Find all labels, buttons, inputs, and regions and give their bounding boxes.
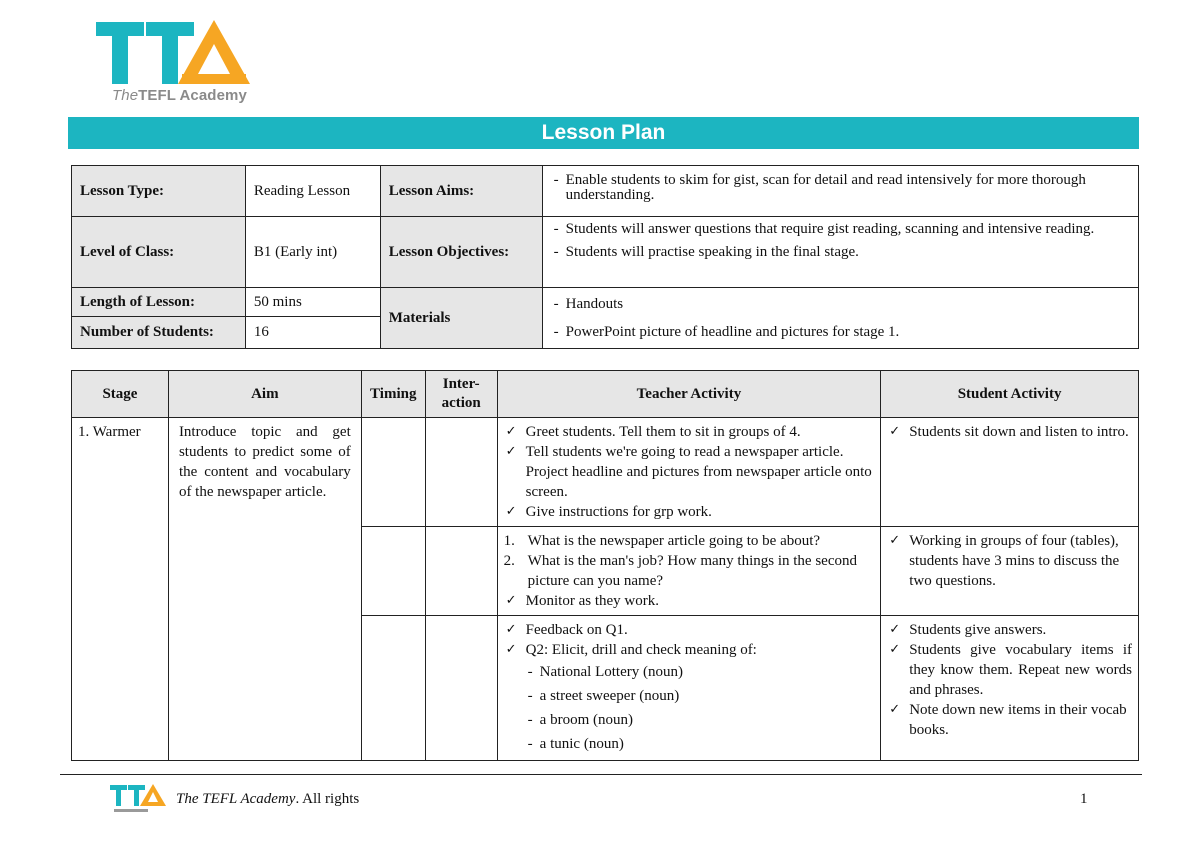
footer-logo [110,784,166,816]
student-step: ✓ Note down new items in their vocab books. [909,700,1132,740]
footer-divider [60,774,1142,775]
vocab-item: - National Lottery (noun) [540,660,875,684]
student-activity-cell [881,527,1139,616]
level-label: Level of Class: [72,217,246,288]
level-value: B1 (Early int) [245,217,380,288]
interaction-cell [425,418,497,527]
header-interaction: Inter- action [425,371,497,418]
footer-copyright: The TEFL Academy. All rights [176,791,360,807]
lesson-aims-list [542,166,1138,217]
students-value: 16 [245,317,380,349]
timing-cell [361,527,425,616]
objectives-list [542,217,1138,288]
objective-item: - Students will answer questions that require gist reading, scanning and intensive reading. [566,222,1131,237]
interaction-cell [425,527,497,616]
lesson-type-label: Lesson Type: [72,166,246,217]
stage-cell: 1. Warmer [72,418,169,761]
teacher-step: ✓ Tell students we're going to read a newspaper article. Project headline and pictures from newspaper article onto screen. [526,442,875,502]
interaction-cell [425,616,497,761]
materials-label: Materials [380,288,542,349]
vocab-item: - a tunic (noun) [540,732,875,756]
header-timing: Timing [361,371,425,418]
student-step: ✓ Working in groups of four (tables), students have 3 mins to discuss the two questions. [909,531,1132,591]
teacher-step: ✓ Give instructions for grp work. [526,502,875,522]
student-step: ✓ Students give answers. [909,620,1132,640]
teacher-step: ✓ Monitor as they work. [526,591,875,611]
teacher-step: ✓ Greet students. Tell them to sit in groups of 4. [526,422,875,442]
lesson-aims-label: Lesson Aims: [380,166,542,217]
teacher-activity-cell [497,418,881,527]
teacher-question: 2. What is the man's job? How many things in the second picture can you name? [503,553,857,589]
material-item: - PowerPoint picture of headline and pictures for stage 1. [566,325,1131,340]
materials-list [542,288,1138,349]
objective-item: - Students will practise speaking in the final stage. [566,245,1131,260]
lesson-info-table [71,165,1139,349]
student-step: ✓ Students sit down and listen to intro. [909,422,1132,442]
page-title: Lesson Plan [68,117,1139,149]
teacher-activity-cell [497,616,881,761]
vocab-item: - a street sweeper (noun) [540,684,875,708]
teacher-question: 1. What is the newspaper article going to be about? [503,533,821,549]
brand-subtitle: TheTEFL Academy [112,87,247,104]
material-item: - Handouts [566,297,1131,312]
timing-cell [361,616,425,761]
page-number: 1 [1080,791,1088,807]
teacher-activity-cell [497,527,881,616]
students-label: Number of Students: [72,317,246,349]
lesson-plan-table [71,370,1139,761]
lesson-type-value: Reading Lesson [245,166,380,217]
header-teacher-activity: Teacher Activity [497,371,881,418]
teacher-step: ✓ Feedback on Q1. [526,620,875,640]
timing-cell [361,418,425,527]
header-aim: Aim [168,371,361,418]
student-step: ✓ Students give vocabulary items if they know them. Repeat new words and phrases. [909,640,1132,700]
header-student-activity: Student Activity [881,371,1139,418]
objectives-label: Lesson Objectives: [380,217,542,288]
student-activity-cell [881,616,1139,761]
aim-item: - Enable students to skim for gist, scan for detail and read intensively for more thorough understanding. [566,173,1131,203]
length-label: Length of Lesson: [72,288,246,317]
header-stage: Stage [72,371,169,418]
vocab-item: - a broom (noun) [540,708,875,732]
length-value: 50 mins [245,288,380,317]
student-activity-cell [881,418,1139,527]
aim-cell: Introduce topic and get students to predict some of the content and vocabulary of the newspaper article. [168,418,361,761]
teacher-step: ✓ Q2: Elicit, drill and check meaning of: [526,640,875,660]
